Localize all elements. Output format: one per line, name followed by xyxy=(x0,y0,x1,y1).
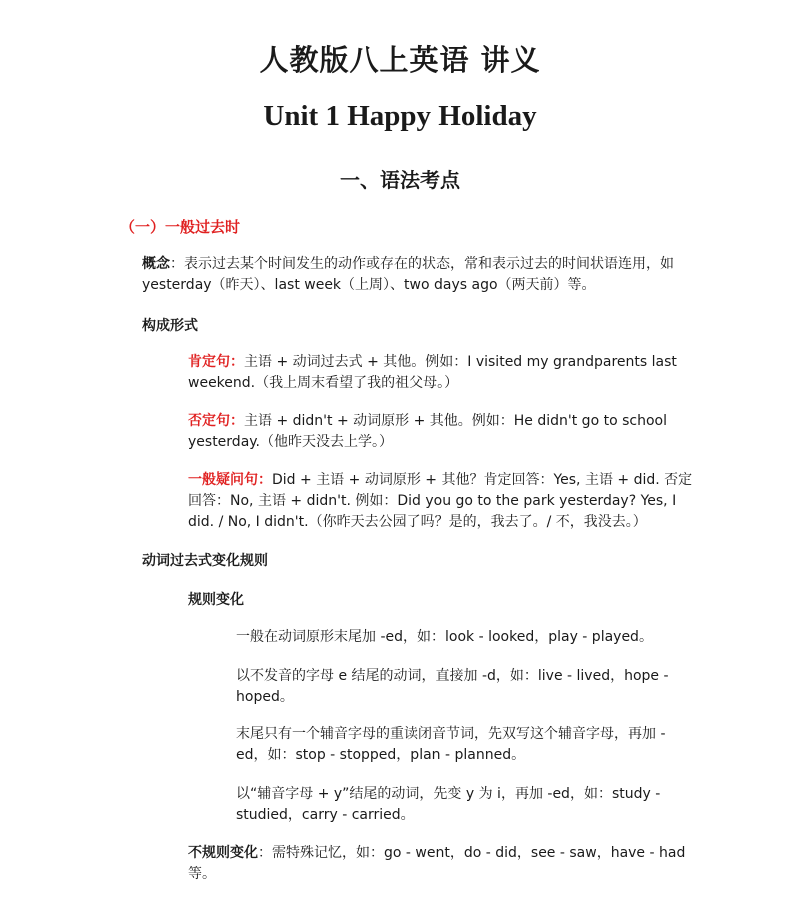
concept-text: ：表示过去某个时间发生的动作或存在的状态，常和表示过去的时间状语连用，如 yesterday（昨天）、last week（上周）、two days ago（两天前）等。 xyxy=(142,256,674,293)
regular-heading: 规则变化 xyxy=(188,592,244,608)
rule-item: 一般在动词原形末尾加 -ed，如：look - looked，play - played。 xyxy=(236,629,653,645)
question-text: Did + 主语 + 动词原形 + 其他？肯定回答：Yes, 主语 + did. 否定回答：No, 主语 + didn't. 例如：Did you go to the park yesterday? Yes, I did. / No, I didn't.（你昨天去公园了吗？是的，我去了。/ 不，我没去。） xyxy=(188,472,693,530)
negative-paragraph xyxy=(188,411,698,453)
formation-heading: 构成形式 xyxy=(142,318,198,334)
affirmative-text: 主语 + 动词过去式 + 其他。例如：I visited my grandparents last weekend.（我上周末看望了我的祖父母。） xyxy=(188,354,677,391)
unit-title: Unit 1 Happy Holiday xyxy=(263,100,537,132)
irregular-text: ：需特殊记忆，如：go - went，do - did，see - saw，have - had 等。 xyxy=(188,845,686,882)
rule-item: 以不发音的字母 e 结尾的动词，直接加 -d，如：live - lived，hope - hoped。 xyxy=(236,668,669,705)
question-paragraph xyxy=(188,470,698,533)
irregular-label: 不规则变化 xyxy=(188,845,258,861)
negative-text: 主语 + didn't + 动词原形 + 其他。例如：He didn't go to school yesterday.（他昨天没去上学。） xyxy=(188,413,667,450)
topic-heading-past-tense: （一）一般过去时 xyxy=(120,218,241,236)
rule-item: 末尾只有一个辅音字母的重读闭音节词，先双写这个辅音字母，再加 -ed，如：stop - stopped，plan - planned。 xyxy=(236,726,666,763)
question-label: 一般疑问句： xyxy=(188,472,272,488)
negative-label: 否定句： xyxy=(188,413,244,429)
section-heading: 一、语法考点 xyxy=(340,168,460,192)
document-title: 人教版八上英语 讲义 xyxy=(259,43,541,77)
affirmative-label: 肯定句： xyxy=(188,354,244,370)
rules-heading: 动词过去式变化规则 xyxy=(142,553,268,569)
concept-label: 概念 xyxy=(142,256,170,272)
irregular-paragraph xyxy=(188,843,708,885)
rule-item: 以“辅音字母 + y”结尾的动词，先变 y 为 i，再加 -ed，如：study - studied，carry - carried。 xyxy=(236,786,661,823)
concept-paragraph xyxy=(142,254,702,296)
affirmative-paragraph xyxy=(188,352,698,394)
